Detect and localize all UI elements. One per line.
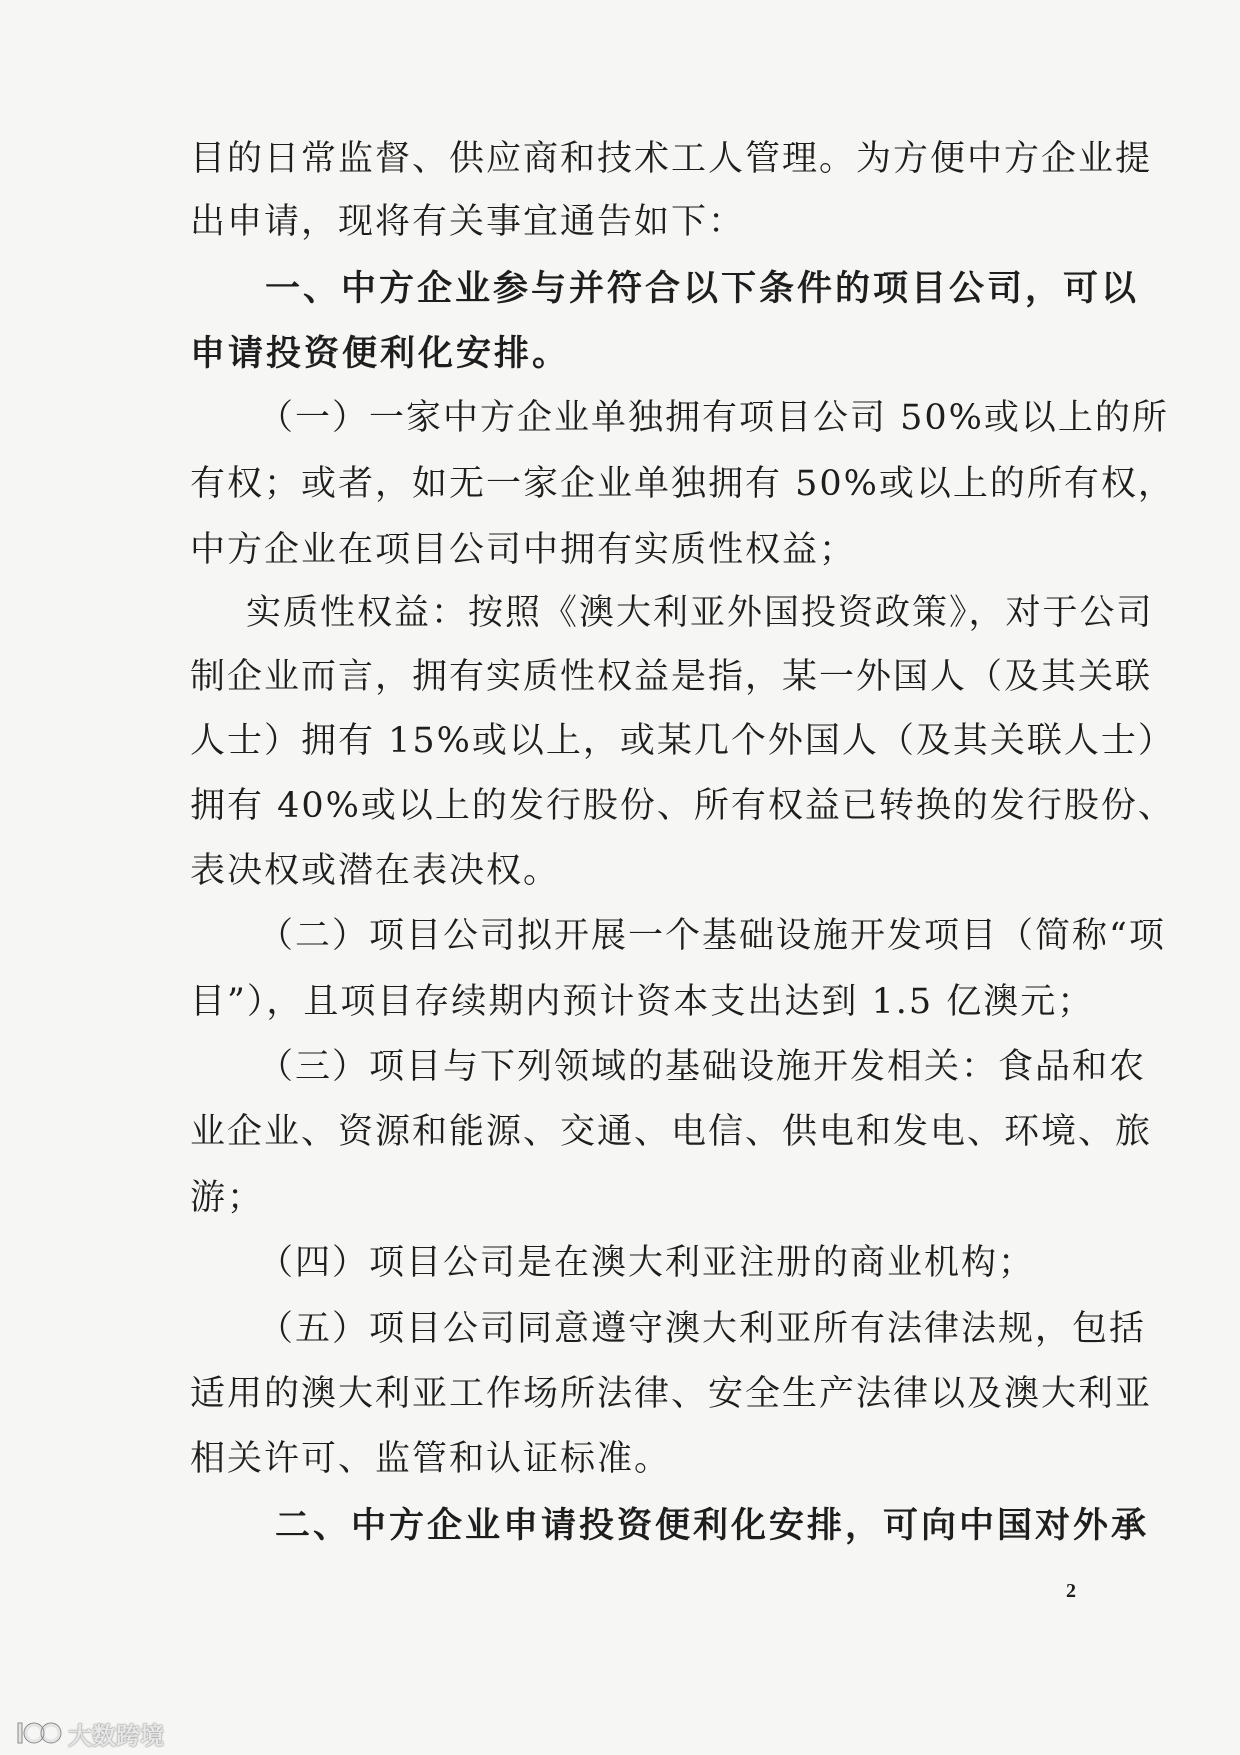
page-number: 2 (1066, 1580, 1076, 1602)
watermark-text: 大数跨境 (68, 1721, 164, 1750)
text-line: 出申请，现将有关事宜通告如下： (190, 202, 746, 242)
text-line: （四）项目公司是在澳大利亚注册的商业机构； (258, 1243, 1036, 1283)
section-heading-line: 申请投资便利化安排。 (190, 333, 571, 374)
text-line: 制企业而言，拥有实质性权益是指，某一外国人（及其关联 (190, 657, 1153, 697)
text-line: 目的日常监督、供应商和技术工人管理。为方便中方企业提 (190, 139, 1153, 179)
text-line: 相关许可、监管和认证标准。 (190, 1439, 672, 1479)
text-line: 适用的澳大利亚工作场所法律、安全生产法律以及澳大利亚 (190, 1374, 1153, 1414)
text-line: 游； (190, 1178, 265, 1218)
text-line: （三）项目与下列领域的基础设施开发相关：食品和农 (258, 1047, 1147, 1087)
text-line: 有权；或者，如无一家企业单独拥有 50%或以上的所有权， (190, 464, 1175, 504)
text-line: 目”），且项目存续期内预计资本支出达到 1.5 亿澳元； (190, 982, 1095, 1022)
text-line: 业企业、资源和能源、交通、电信、供电和发电、环境、旅 (190, 1112, 1153, 1152)
text-line: （二）项目公司拟开展一个基础设施开发项目（简称“项 (258, 916, 1166, 956)
text-line: 表决权或潜在表决权。 (190, 851, 561, 891)
section-heading-line: 二、中方企业申请投资便利化安排，可向中国对外承 (275, 1505, 1150, 1546)
text-line: （五）项目公司同意遵守澳大利亚所有法律法规，包括 (258, 1309, 1147, 1349)
dashuju-logo-icon (14, 1718, 62, 1748)
text-line: 中方企业在项目公司中拥有实质性权益； (190, 530, 857, 570)
text-line: （一）一家中方企业单独拥有项目公司 50%或以上的所 (258, 398, 1169, 438)
watermark (14, 1716, 164, 1750)
text-line: 拥有 40%或以上的发行股份、所有权益已转换的发行股份、 (190, 786, 1175, 826)
text-line: 实质性权益：按照《澳大利亚外国投资政策》，对于公司 (246, 593, 1154, 633)
section-heading-line: 一、中方企业参与并符合以下条件的项目公司，可以 (265, 268, 1140, 309)
text-line: 人士）拥有 15%或以上，或某几个外国人（及其关联人士） (190, 721, 1175, 761)
